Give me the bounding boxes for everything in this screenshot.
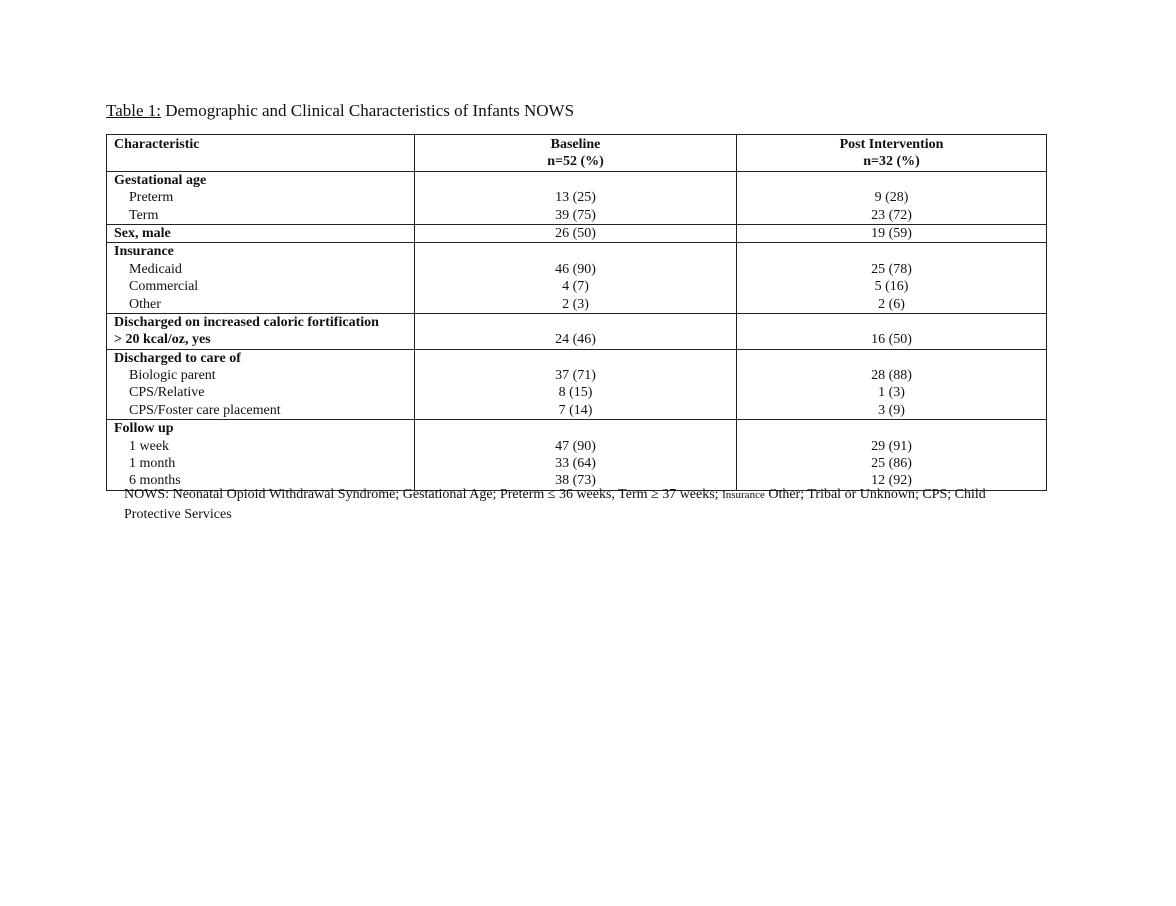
baseline-value: 4 (7) — [562, 279, 589, 295]
table-row-sex — [107, 224, 1047, 242]
post-value: 25 (78) — [871, 261, 912, 277]
demographics-table — [106, 134, 1047, 491]
baseline-value: 26 (50) — [555, 225, 596, 241]
row-label-cell — [107, 243, 415, 314]
post-value: 19 (59) — [871, 225, 912, 241]
post-cell — [737, 171, 1047, 224]
post-value: 5 (16) — [874, 279, 909, 295]
baseline-value: 47 (90) — [555, 438, 596, 454]
row-label-cell — [107, 349, 415, 420]
row-label: 1 week — [129, 438, 170, 454]
baseline-title: Baseline — [550, 137, 601, 152]
baseline-value: 38 (73) — [555, 473, 596, 489]
table-row-discharged-to-care — [107, 349, 1047, 420]
post-n: n=32 (%) — [863, 154, 920, 170]
post-cell — [737, 313, 1047, 349]
baseline-value: 7 (14) — [558, 402, 593, 418]
baseline-value: 39 (75) — [555, 207, 596, 223]
section-heading: Sex, male — [114, 225, 171, 241]
section-heading: Discharged on increased caloric fortification — [114, 314, 379, 330]
section-heading: Discharged to care of — [114, 350, 241, 366]
post-cell — [737, 420, 1047, 491]
baseline-cell — [415, 171, 737, 224]
post-value: 2 (6) — [878, 296, 905, 312]
header-baseline — [415, 135, 737, 172]
footnote-line-2: Protective Services — [124, 507, 232, 522]
baseline-value: 8 (15) — [558, 385, 593, 401]
table-caption — [106, 101, 574, 121]
baseline-value: 46 (90) — [555, 261, 596, 277]
row-label: Preterm — [129, 190, 174, 206]
baseline-cell — [415, 420, 737, 491]
section-heading: Insurance — [114, 244, 174, 260]
table-row-follow-up — [107, 420, 1047, 491]
header-characteristic: Characteristic — [107, 135, 415, 172]
row-label: Other — [129, 296, 161, 312]
post-value: 16 (50) — [871, 332, 912, 348]
baseline-value: 13 (25) — [555, 190, 596, 206]
baseline-cell — [415, 243, 737, 314]
baseline-n: n=52 (%) — [547, 154, 604, 170]
post-value: 1 (3) — [878, 385, 905, 401]
row-label: Commercial — [129, 279, 199, 295]
baseline-value: 37 (71) — [555, 368, 596, 384]
section-heading-continued: > 20 kcal/oz, yes — [114, 332, 211, 348]
post-value: 9 (28) — [874, 190, 909, 206]
row-label-cell — [107, 171, 415, 224]
row-label-cell — [107, 420, 415, 491]
baseline-value: 24 (46) — [555, 332, 596, 348]
post-value: 12 (92) — [871, 473, 912, 489]
section-heading: Gestational age — [114, 172, 207, 188]
row-label: Biologic parent — [129, 368, 216, 384]
baseline-cell — [415, 224, 737, 242]
post-title: Post Intervention — [839, 137, 944, 152]
post-cell — [737, 224, 1047, 242]
row-label: 1 month — [129, 456, 176, 472]
row-label: Term — [129, 207, 159, 223]
row-label: Medicaid — [129, 261, 182, 277]
row-label-cell — [107, 313, 415, 349]
table-row-insurance — [107, 243, 1047, 314]
baseline-cell — [415, 349, 737, 420]
header-post-intervention — [737, 135, 1047, 172]
table-footnote — [124, 485, 1064, 524]
table-header-row — [107, 135, 1047, 172]
section-heading: Follow up — [114, 421, 174, 437]
baseline-value: 2 (3) — [562, 296, 589, 312]
post-cell — [737, 349, 1047, 420]
table-title: Demographic and Clinical Characteristics of Infants NOWS — [160, 101, 575, 120]
table-row-caloric-fortification — [107, 313, 1047, 349]
post-value: 3 (9) — [878, 402, 905, 418]
post-value: 28 (88) — [871, 368, 912, 384]
baseline-cell — [415, 313, 737, 349]
post-value: 23 (72) — [871, 207, 912, 223]
post-value: 25 (86) — [871, 456, 912, 472]
post-value: 29 (91) — [871, 438, 912, 454]
table-row-gestational-age — [107, 171, 1047, 224]
baseline-value: 33 (64) — [555, 456, 596, 472]
footnote-line-1: NOWS: Neonatal Opioid Withdrawal Syndrome; Gestational Age; Preterm ≤ 36 weeks, Term ≥ 37 weeks; Insurance Other; Tribal or Unknown; CPS; Child — [124, 487, 986, 502]
row-label: 6 months — [129, 473, 181, 489]
table-number: Table 1: — [106, 101, 161, 120]
row-label-cell — [107, 224, 415, 242]
row-label: CPS/Foster care placement — [129, 402, 281, 418]
row-label: CPS/Relative — [129, 385, 205, 401]
post-cell — [737, 243, 1047, 314]
